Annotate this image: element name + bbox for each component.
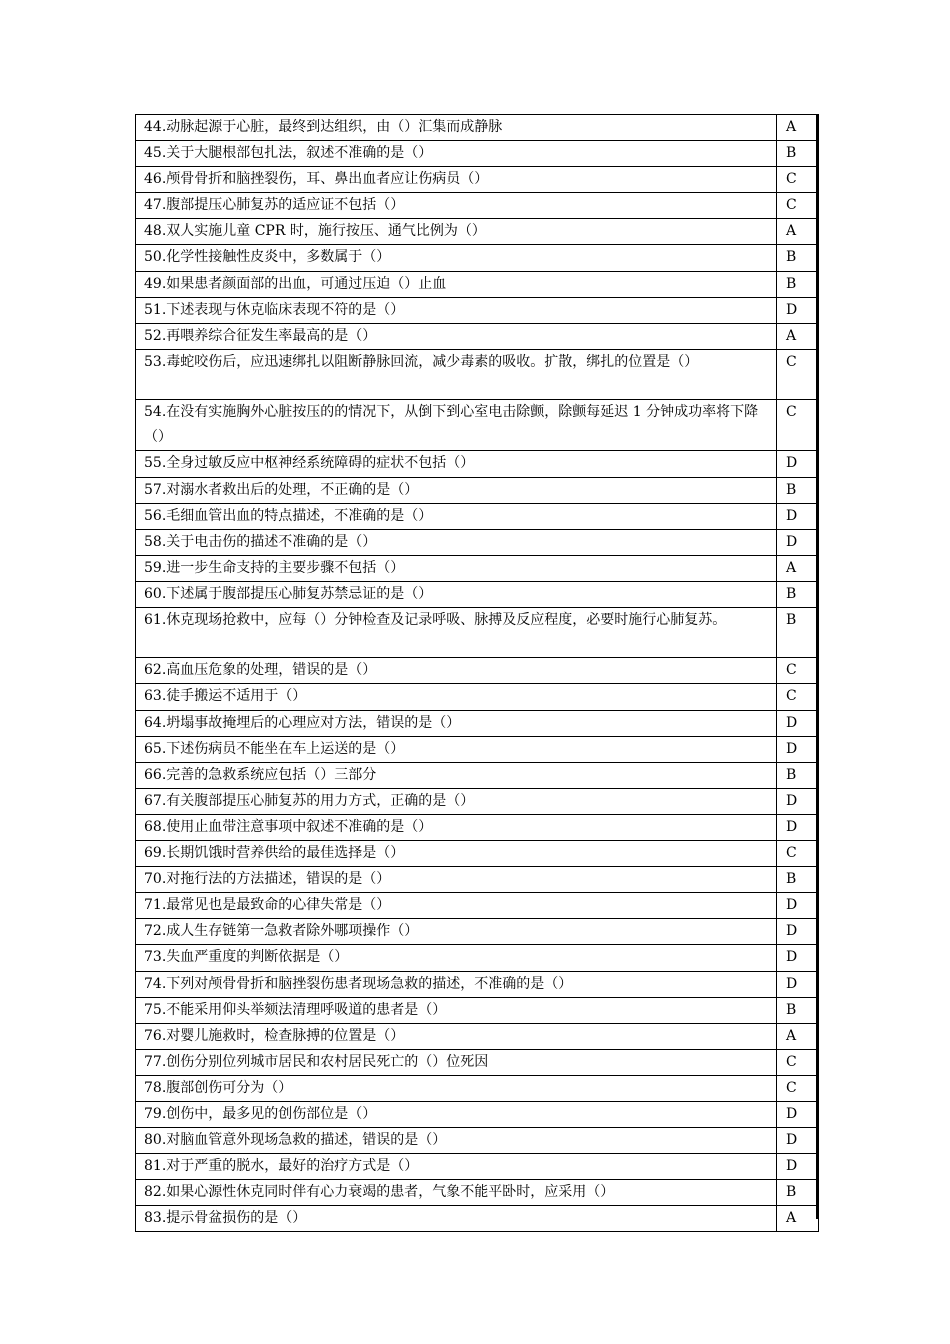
answer-cell: D: [777, 1128, 819, 1154]
question-cell: 63.徒手搬运不适用于（）: [136, 684, 777, 710]
answer-cell: A: [777, 555, 819, 581]
table-body: [136, 115, 819, 1232]
answer-cell: D: [777, 814, 819, 840]
answer-cell: C: [777, 400, 819, 451]
answer-cell: D: [777, 451, 819, 477]
table-row: [136, 581, 819, 607]
answer-cell: C: [777, 1049, 819, 1075]
question-cell: 72.成人生存链第一急救者除外哪项操作（）: [136, 919, 777, 945]
question-cell: 53.毒蛇咬伤后，应迅速绑扎以阻断静脉回流，减少毒素的吸收。扩散，绑扎的位置是（）: [136, 349, 777, 399]
question-cell: 79.创伤中，最多见的创伤部位是（）: [136, 1101, 777, 1127]
answer-cell: D: [777, 893, 819, 919]
table-row: [136, 1101, 819, 1127]
table-row: [136, 1023, 819, 1049]
answer-cell: B: [777, 477, 819, 503]
answer-cell: C: [777, 658, 819, 684]
table-row: [136, 736, 819, 762]
table-row: [136, 141, 819, 167]
question-cell: 78.腹部创伤可分为（）: [136, 1075, 777, 1101]
answer-cell: C: [777, 841, 819, 867]
table-row: [136, 271, 819, 297]
answer-cell: D: [777, 710, 819, 736]
answer-cell: B: [777, 762, 819, 788]
question-cell: 75.不能采用仰头举颏法清理呼吸道的患者是（）: [136, 997, 777, 1023]
answer-cell: B: [777, 607, 819, 657]
question-cell: 67.有关腹部提压心肺复苏的用力方式，正确的是（）: [136, 788, 777, 814]
table-row: [136, 867, 819, 893]
table-row: [136, 919, 819, 945]
answer-cell: D: [777, 503, 819, 529]
table-row: [136, 219, 819, 245]
question-cell: 51.下述表现与休克临床表现不符的是（）: [136, 297, 777, 323]
question-cell: 80.对脑血管意外现场急救的描述，错误的是（）: [136, 1128, 777, 1154]
table-row: [136, 762, 819, 788]
answer-cell: B: [777, 997, 819, 1023]
question-cell: 73.失血严重度的判断依据是（）: [136, 945, 777, 971]
answer-cell: B: [777, 867, 819, 893]
answer-cell: D: [777, 788, 819, 814]
question-cell: 71.最常见也是最致命的心律失常是（）: [136, 893, 777, 919]
question-cell: 46.颅骨骨折和脑挫裂伤，耳、鼻出血者应让伤病员（）: [136, 167, 777, 193]
table-row: [136, 997, 819, 1023]
answer-cell: C: [777, 167, 819, 193]
table-row: [136, 658, 819, 684]
question-cell: 65.下述伤病员不能坐在车上运送的是（）: [136, 736, 777, 762]
question-cell: 50.化学性接触性皮炎中，多数属于（）: [136, 245, 777, 271]
table-row: [136, 115, 819, 141]
answer-cell: D: [777, 971, 819, 997]
question-cell: 76.对婴儿施救时，检查脉搏的位置是（）: [136, 1023, 777, 1049]
question-cell: 69.长期饥饿时营养供给的最佳选择是（）: [136, 841, 777, 867]
answer-cell: D: [777, 919, 819, 945]
question-cell: 54.在没有实施胸外心脏按压的的情况下，从倒下到心室电击除颤，除颤每延迟 1 分钟成功率将下降（）: [136, 400, 777, 451]
question-cell: 59.进一步生命支持的主要步骤不包括（）: [136, 555, 777, 581]
answer-cell: A: [777, 1023, 819, 1049]
table-row: [136, 1206, 819, 1232]
question-cell: 82.如果心源性休克同时伴有心力衰竭的患者，气象不能平卧时，应采用（）: [136, 1180, 777, 1206]
table-row: [136, 1075, 819, 1101]
question-cell: 83.提示骨盆损伤的是（）: [136, 1206, 777, 1232]
question-cell: 56.毛细血管出血的特点描述，不准确的是（）: [136, 503, 777, 529]
question-cell: 57.对溺水者救出后的处理，不正确的是（）: [136, 477, 777, 503]
table-row: [136, 1154, 819, 1180]
table-row: [136, 400, 819, 451]
answer-cell: D: [777, 736, 819, 762]
question-cell: 49.如果患者颜面部的出血，可通过压迫（）止血: [136, 271, 777, 297]
question-cell: 48.双人实施儿童 CPR 时，施行按压、通气比例为（）: [136, 219, 777, 245]
question-cell: 55.全身过敏反应中枢神经系统障碍的症状不包括（）: [136, 451, 777, 477]
table-right-border: [816, 114, 818, 1219]
answer-cell: D: [777, 945, 819, 971]
answer-cell: D: [777, 529, 819, 555]
table-row: [136, 193, 819, 219]
question-cell: 60.下述属于腹部提压心肺复苏禁忌证的是（）: [136, 581, 777, 607]
question-cell: 45.关于大腿根部包扎法，叙述不准确的是（）: [136, 141, 777, 167]
table-row: [136, 323, 819, 349]
question-cell: 44.动脉起源于心脏，最终到达组织，由（）汇集而成静脉: [136, 115, 777, 141]
question-cell: 47.腹部提压心肺复苏的适应证不包括（）: [136, 193, 777, 219]
table-row: [136, 503, 819, 529]
question-cell: 61.休克现场抢救中，应每（）分钟检查及记录呼吸、脉搏及反应程度，必要时施行心肺复苏。: [136, 607, 777, 657]
question-cell: 81.对于严重的脱水，最好的治疗方式是（）: [136, 1154, 777, 1180]
table-row: [136, 1180, 819, 1206]
table-row: [136, 1128, 819, 1154]
table-row: [136, 971, 819, 997]
table-row: [136, 349, 819, 399]
table-row: [136, 555, 819, 581]
table-row: [136, 710, 819, 736]
answer-cell: A: [777, 323, 819, 349]
question-cell: 68.使用止血带注意事项中叙述不准确的是（）: [136, 814, 777, 840]
answer-cell: A: [777, 115, 819, 141]
answer-cell: B: [777, 245, 819, 271]
table-row: [136, 477, 819, 503]
answer-cell: B: [777, 1180, 819, 1206]
table-row: [136, 788, 819, 814]
question-cell: 77.创伤分别位列城市居民和农村居民死亡的（）位死因: [136, 1049, 777, 1075]
answer-cell: C: [777, 1075, 819, 1101]
answer-cell: D: [777, 1101, 819, 1127]
question-cell: 58.关于电击伤的描述不准确的是（）: [136, 529, 777, 555]
question-cell: 52.再喂养综合征发生率最高的是（）: [136, 323, 777, 349]
table-row: [136, 1049, 819, 1075]
answer-cell: D: [777, 297, 819, 323]
table-row: [136, 841, 819, 867]
answer-cell: C: [777, 193, 819, 219]
table-row: [136, 607, 819, 657]
answer-cell: A: [777, 1206, 819, 1232]
answer-cell: C: [777, 349, 819, 399]
question-cell: 64.坍塌事故掩埋后的心理应对方法，错误的是（）: [136, 710, 777, 736]
table-row: [136, 167, 819, 193]
question-cell: 70.对拖行法的方法描述，错误的是（）: [136, 867, 777, 893]
answer-cell: B: [777, 271, 819, 297]
answer-cell: B: [777, 581, 819, 607]
answer-cell: C: [777, 684, 819, 710]
table-row: [136, 451, 819, 477]
answer-cell: B: [777, 141, 819, 167]
answer-cell: D: [777, 1154, 819, 1180]
table-row: [136, 529, 819, 555]
table-row: [136, 814, 819, 840]
question-cell: 74.下列对颅骨骨折和脑挫裂伤患者现场急救的描述，不准确的是（）: [136, 971, 777, 997]
question-answer-table: [135, 114, 819, 1232]
table-row: [136, 297, 819, 323]
table-row: [136, 945, 819, 971]
answer-cell: A: [777, 219, 819, 245]
question-cell: 66.完善的急救系统应包括（）三部分: [136, 762, 777, 788]
table-row: [136, 684, 819, 710]
table-row: [136, 893, 819, 919]
question-cell: 62.高血压危象的处理，错误的是（）: [136, 658, 777, 684]
table-row: [136, 245, 819, 271]
